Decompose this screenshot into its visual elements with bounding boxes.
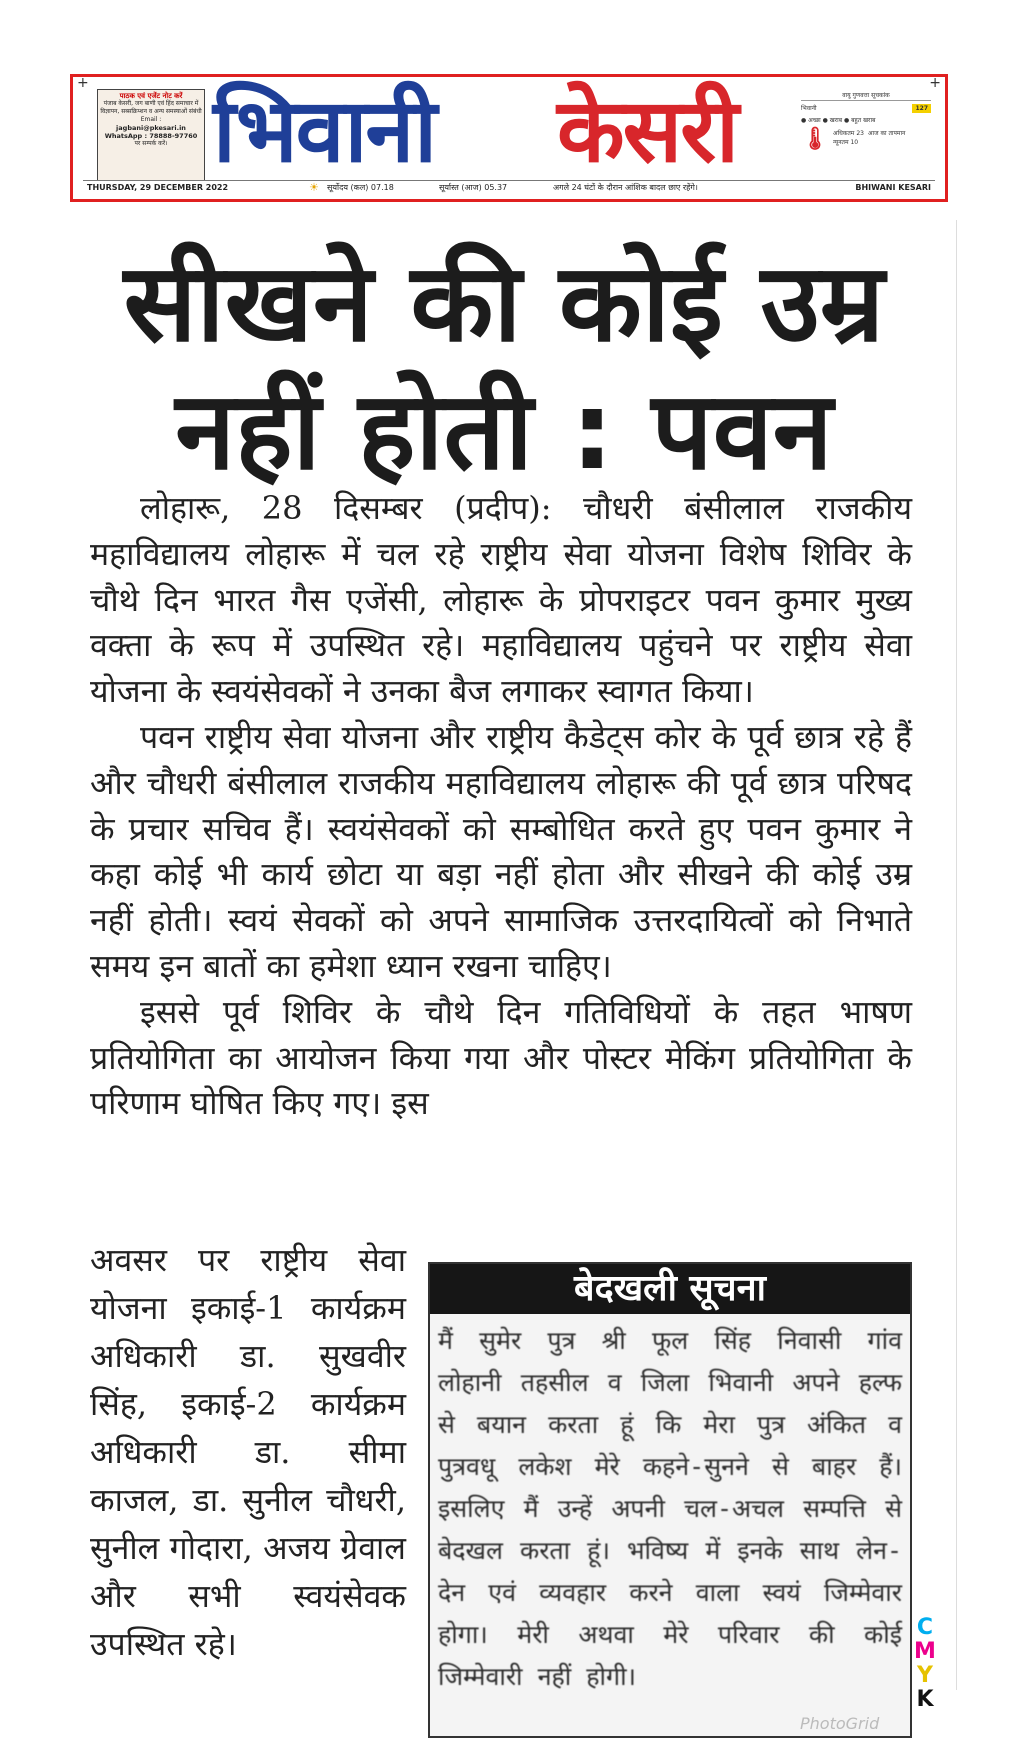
cmyk-color-bar xyxy=(914,1616,936,1712)
weather-panel xyxy=(801,91,931,181)
weather-forecast: अगले 24 घंटों के दौरान आंशिक बादल छाए रहेंगे। xyxy=(553,183,698,192)
cmyk-letter-k: K xyxy=(916,1687,934,1712)
cmyk-letter-c: C xyxy=(916,1615,934,1640)
temp-forecast-short: आज का तापमान xyxy=(867,130,906,137)
headline-line-1: सीखने की कोई उम्र xyxy=(123,241,885,366)
ad-contact: पर सम्पर्क करें। xyxy=(134,140,168,147)
sunrise-time: सूर्योदय (कल) 07.18 xyxy=(327,183,394,192)
eviction-notice xyxy=(428,1262,912,1738)
aqi-title: वायु गुणवत्ता सूचकांक xyxy=(801,91,931,101)
temp-max-label: अधिकतम xyxy=(832,130,855,137)
aqi-value: 127 xyxy=(912,104,931,113)
newspaper-title-bhiwani: भिवानी xyxy=(213,79,436,182)
notice-title: बेदखली सूचना xyxy=(430,1264,910,1314)
ad-email: jagbani@pkesari.in xyxy=(116,124,186,132)
headline-line-2: नहीं होती : पवन xyxy=(175,369,833,494)
page-edge xyxy=(956,220,957,1690)
date-strip xyxy=(83,180,935,195)
brand-name: BHIWANI KESARI xyxy=(855,183,931,192)
sun-icon: ☀ xyxy=(309,181,319,194)
registration-mark-icon: + xyxy=(929,75,941,91)
aqi-city: भिवानी xyxy=(801,105,817,112)
thermometer-icon: 🌡 xyxy=(801,127,829,152)
temp-min-label: न्यूनतम xyxy=(832,139,849,146)
cmyk-letter-m: M xyxy=(914,1639,936,1664)
cmyk-letter-y: Y xyxy=(917,1663,933,1688)
ad-heading: पाठक एवं एजेंट नोट करें xyxy=(119,92,183,100)
ad-text: पंजाब केसरी, जग बाणी एवं हिंद समाचार में विज्ञापन, सब्सक्रिप्शन व अन्य समस्याओं संबंधी xyxy=(100,100,202,115)
paragraph-3: इससे पूर्व शिविर के चौथे दिन गतिविधियों के तहत भाषण प्रतियोगिता का आयोजन किया गया और पोस्टर मेकिंग प्रतियोगिता के परिणाम घोषित किए गए। इस xyxy=(90,992,912,1123)
headline xyxy=(84,240,924,496)
photogrid-watermark: PhotoGrid xyxy=(800,1714,880,1733)
sunset-time: सूर्यास्त (आज) 05.37 xyxy=(439,183,508,192)
reader-notice-ad xyxy=(97,89,205,181)
notice-body: मैं सुमेर पुत्र श्री फूल सिंह निवासी गांव लोहानी तहसील व जिला भिवानी अपने हल्फ से बयान करता हूं कि मेरा पुत्र अंकित व पुत्रवधू लकेश मेरे कहने-सुनने से बाहर हैं। इसलिए मैं उन्हें अपनी चल-अचल सम्पत्ति से बेदखल करता हूं। भविष्य में इनके साथ लेन-देन एवं व्यवहार करने वाला स्वयं जिम्मेवार होगा। मेरी अथवा मेरे परिवार की कोई जिम्मेवारी नहीं होगी। xyxy=(438,1326,902,1691)
aqi-legend: ● अच्छा ● खराब ● बहुत खराब xyxy=(801,117,876,124)
paragraph-1: लोहारू, 28 दिसम्बर (प्रदीप): चौधरी बंसीलाल राजकीय महाविद्यालय लोहारू में चल रहे राष्ट्रीय सेवा योजना विशेष शिविर के चौथे दिन भारत गैस एजेंसी, लोहारू के प्रोपराइटर पवन कुमार मुख्य वक्ता के रूप में उपस्थित रहे। महाविद्यालय पहुंचने पर राष्ट्रीय सेवा योजना के स्वयंसेवकों ने उनका बैज लगाकर स्वागत किया। xyxy=(90,489,912,711)
temp-min: 10 xyxy=(850,139,859,146)
article-column-continuation: अवसर पर राष्ट्रीय सेवा योजना इकाई-1 कार्यक्रम अधिकारी डा. सुखवीर सिंह, इकाई-2 कार्यक्रम अधिकारी डा. सीमा काजल, डा. सुनील चौधरी, सुनील गोदारा, अजय ग्रेवाल और सभी स्वयंसेवक उपस्थित रहे। xyxy=(90,1241,406,1663)
ad-whatsapp: WhatsApp : 78888-97760 xyxy=(104,132,198,140)
temp-max: 23 xyxy=(856,130,864,137)
registration-mark-icon: + xyxy=(77,75,89,91)
ad-email-label: Email : xyxy=(140,116,162,123)
paragraph-2: पवन राष्ट्रीय सेवा योजना और राष्ट्रीय कैडेट्स कोर के पूर्व छात्र रहे हैं और चौधरी बंसीलाल राजकीय महाविद्यालय लोहारू की पूर्व छात्र परिषद के प्रचार सचिव हैं। स्वयंसेवकों को सम्बोधित करते हुए पवन कुमार ने कहा कोई भी कार्य छोटा या बड़ा नहीं होता और सीखने की कोई उम्र नहीं होती। स्वयं सेवकों को अपने सामाजिक उत्तरदायित्वों को निभाते समय इन बातों का हमेशा ध्यान रखना चाहिए। xyxy=(90,717,912,985)
issue-date: THURSDAY, 29 DECEMBER 2022 xyxy=(87,183,229,192)
newspaper-title-kesari: केसरी xyxy=(557,79,737,182)
article-body xyxy=(90,486,912,1127)
masthead xyxy=(70,74,948,202)
